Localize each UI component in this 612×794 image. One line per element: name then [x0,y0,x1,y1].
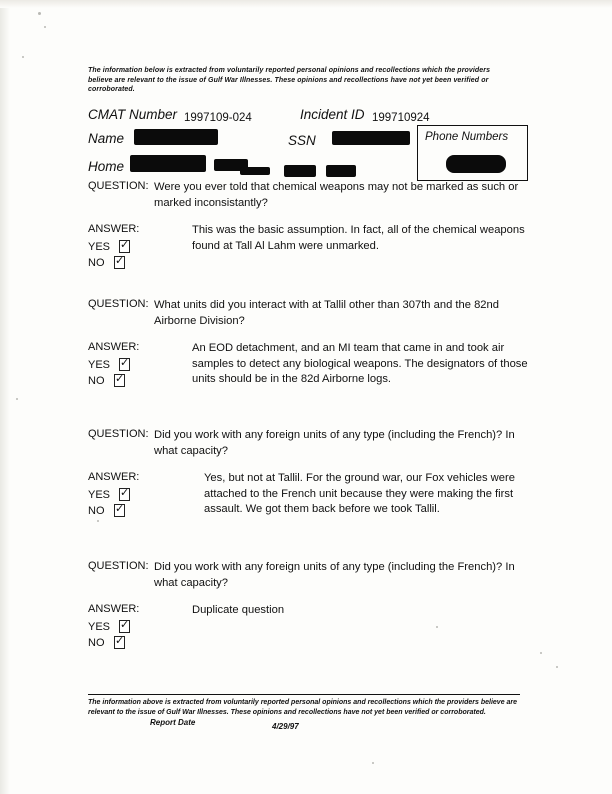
yes-label: YES [88,359,111,371]
phone-numbers-label: Phone Numbers [425,131,509,143]
bottom-disclaimer: The information above is extracted from voluntarily reported personal opinions and recollections which the providers believe are relevant to the issue of Gulf War Illnesses. These opinions and recollections have not yet been verified or corroborated. [88,694,520,717]
cmat-number-value: 1997109-024 [184,111,252,124]
no-label: NO [88,637,105,649]
question-label: QUESTION: [88,298,149,310]
question-text: Did you work with any foreign units of any type (including the French)? In what capacity? [154,561,515,589]
question-text: Were you ever told that chemical weapons may not be marked as such or marked inconsistantly? [154,181,519,209]
question-label: QUESTION: [88,180,149,192]
answer-area [88,471,528,518]
yes-label: YES [88,241,111,253]
qa-block [88,180,528,269]
yes-checkmark: ✓ [120,357,130,369]
no-checkmark: ✓ [115,503,125,515]
name-redaction [134,129,218,145]
yes-checkmark: ✓ [120,239,130,251]
answer-label: ANSWER: [88,603,140,615]
no-label: NO [88,505,105,517]
no-checkmark: ✓ [115,255,125,267]
report-date-label: Report Date [150,718,196,727]
incident-id-value: 199710924 [372,111,430,124]
scan-speckle [44,26,46,28]
phone-numbers-redaction [446,155,506,173]
report-date-value: 4/29/97 [272,722,299,731]
scan-speckle [540,652,542,654]
name-label: Name [88,130,125,146]
home-label: Home [88,158,125,174]
qa-block [88,428,528,518]
ssn-redaction [332,131,410,145]
home-redaction-5 [326,165,356,177]
scan-edge-left [0,0,10,794]
no-label: NO [88,375,105,387]
scan-speckle [16,398,18,400]
home-redaction-3 [240,167,270,175]
qa-block [88,298,528,388]
no-checkmark: ✓ [115,635,125,647]
home-redaction-4 [284,165,316,177]
no-label: NO [88,257,105,269]
question-text: Did you work with any foreign units of any type (including the French)? In what capacity? [154,429,515,457]
answer-label: ANSWER: [88,341,140,353]
answer-text: An EOD detachment, and an MI team that came in and took air samples to detect any biological weapons. The designators of those units should be in the 82d Airborne logs. [192,342,528,385]
answer-label: ANSWER: [88,471,140,483]
cmat-number-label: CMAT Number [88,106,178,122]
answer-text: Yes, but not at Tallil. For the ground war, our Fox vehicles were attached to the French unit because they were making the first assault. We got them back before we took Tallil. [204,472,515,515]
yes-label: YES [88,489,111,501]
yes-checkmark: ✓ [120,619,130,631]
answer-area [88,223,528,269]
question-text: What units did you interact with at Tallil other than 307th and the 82nd Airborne Division? [154,299,499,327]
answer-label: ANSWER: [88,223,140,235]
answer-text: This was the basic assumption. In fact, all of the chemical weapons found at Tall Al Lahm were unmarked. [192,224,525,252]
scan-speckle [22,56,24,58]
top-disclaimer: The information below is extracted from voluntarily reported personal opinions and recollections which the providers believe are relevant to the issue of Gulf War Illnesses. These opinions and recollections have not yet been verified or corroborated. [88,67,491,93]
incident-id-label: Incident ID [300,106,365,122]
scan-edge-top [0,0,612,8]
no-checkmark: ✓ [115,373,125,385]
scan-speckle [38,12,41,15]
scan-speckle [556,666,558,668]
home-redaction-1 [130,155,206,172]
qa-block [88,560,528,649]
answer-text: Duplicate question [192,604,285,616]
question-label: QUESTION: [88,428,149,440]
ssn-label: SSN [288,132,316,148]
yes-checkmark: ✓ [120,487,130,499]
scan-speckle [372,762,374,764]
answer-area [88,341,528,388]
yes-label: YES [88,621,111,633]
answer-area [88,603,528,649]
scan-speckle [97,520,99,522]
question-label: QUESTION: [88,560,149,572]
